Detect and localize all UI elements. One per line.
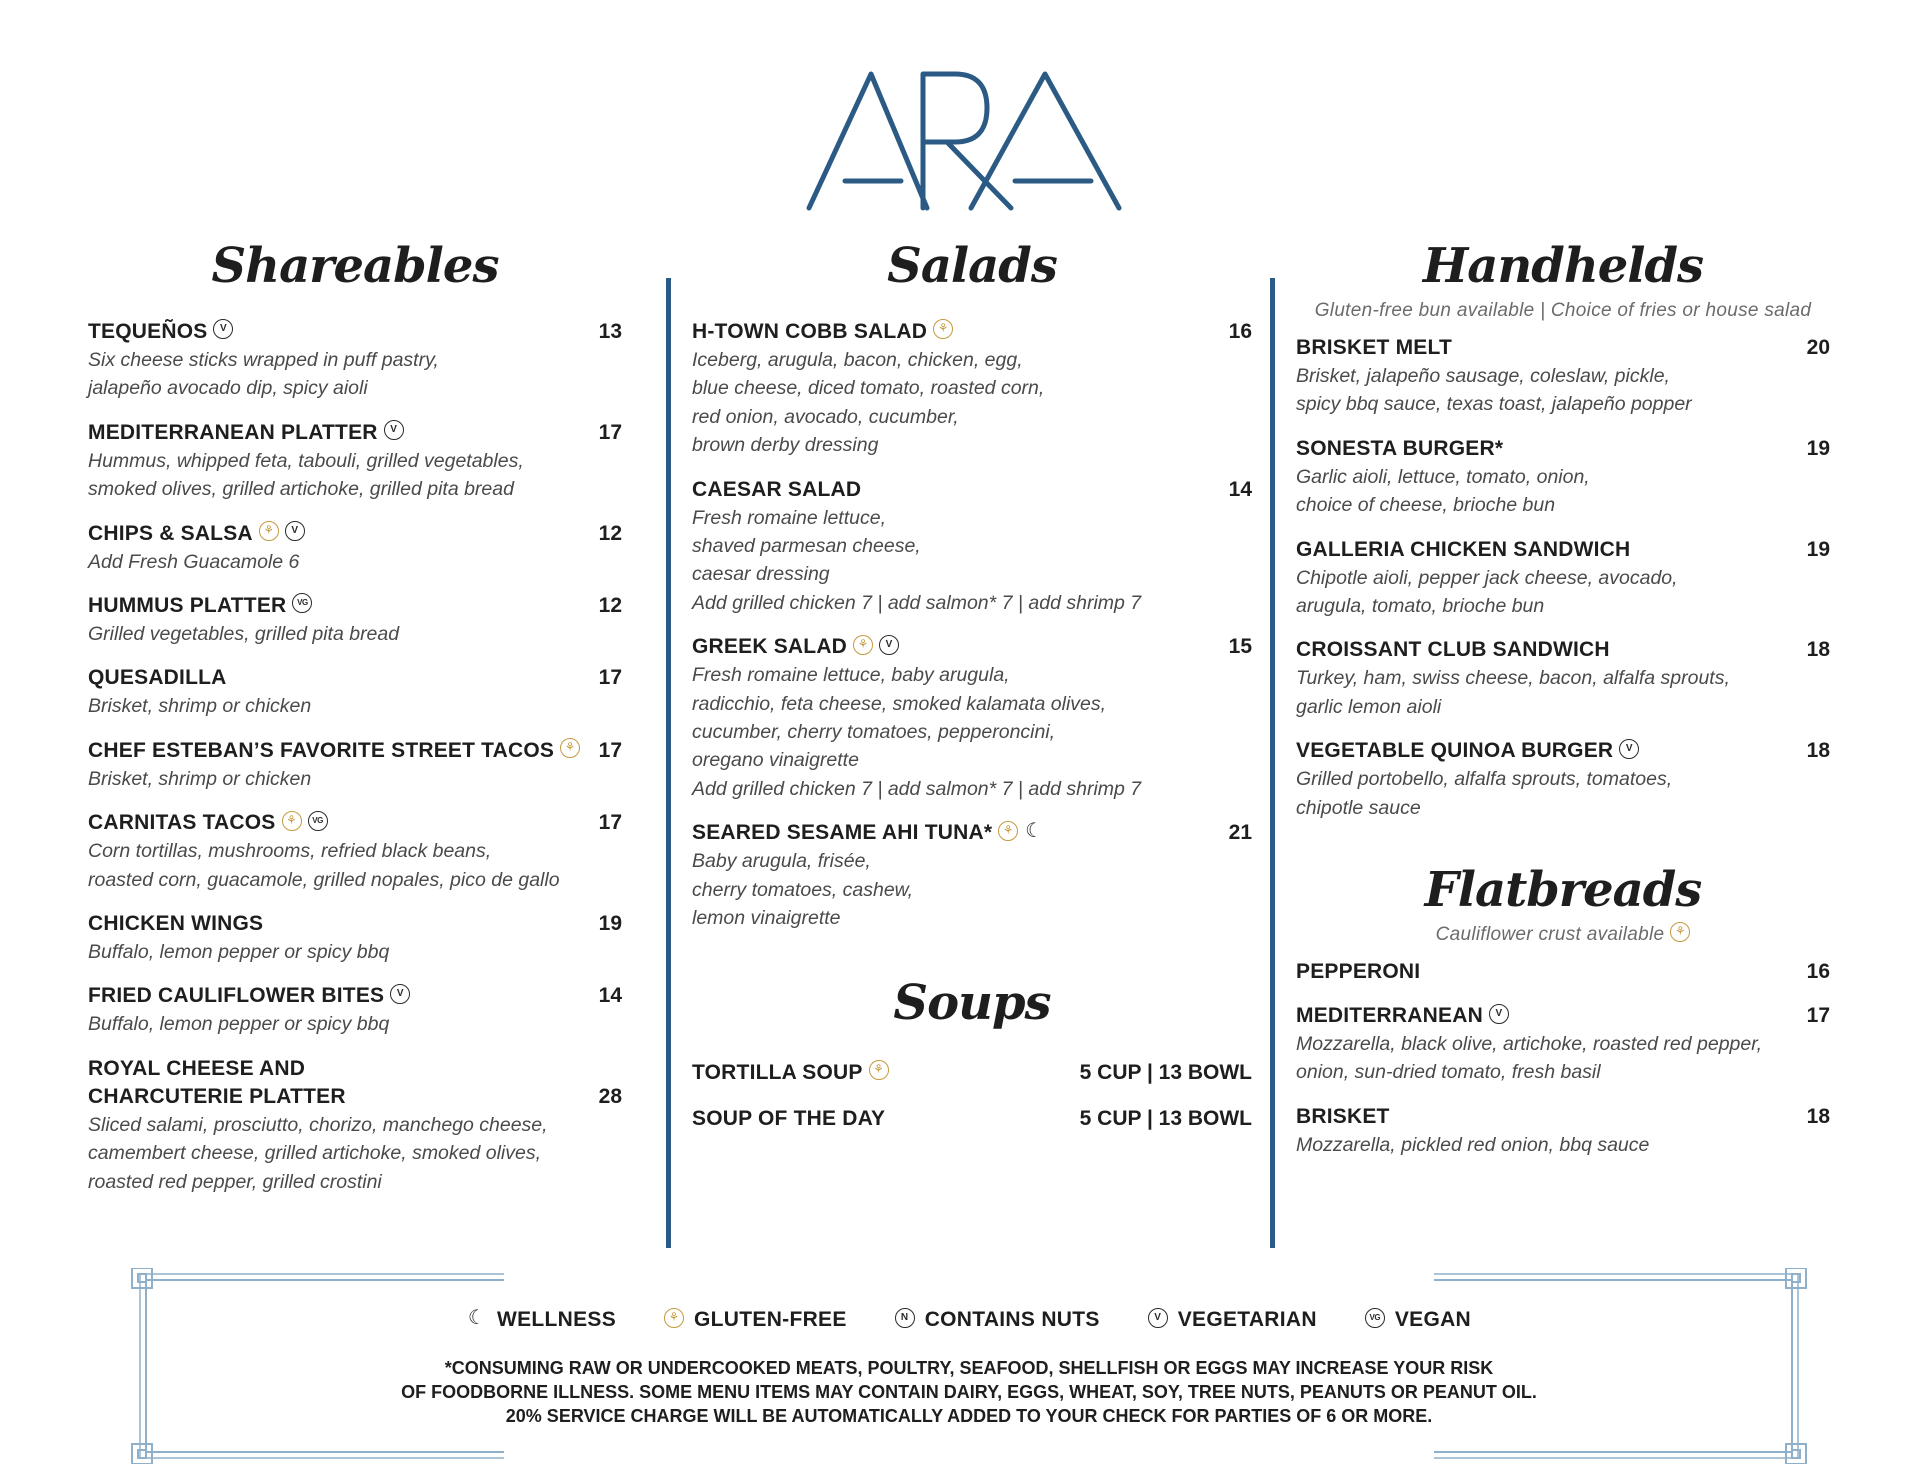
menu-item	[88, 910, 622, 966]
description-line: arugula, tomato, brioche bun	[1296, 595, 1545, 618]
shareables-section	[88, 230, 622, 1196]
description-line: Hummus, whipped feta, tabouli, grilled vegetables,	[88, 449, 524, 472]
menu-item	[88, 982, 622, 1038]
item-name	[88, 318, 233, 346]
description-line: roasted corn, guacamole, grilled nopales, pico de gallo	[88, 868, 560, 891]
description-line: cherry tomatoes, cashew,	[692, 878, 914, 901]
handhelds-list	[1296, 334, 1830, 822]
item-name-text: H-TOWN COBB SALAD	[692, 320, 928, 343]
description-line: Fresh romaine lettuce, baby arugula,	[692, 664, 1010, 687]
menu-item	[1296, 737, 1830, 822]
item-description	[692, 504, 1252, 618]
item-name-text: TORTILLA SOUP	[692, 1060, 863, 1084]
item-description	[88, 765, 622, 793]
item-price: 20	[1806, 336, 1830, 359]
item-price: 15	[1228, 635, 1252, 659]
item-name	[692, 318, 953, 346]
description-line: Six cheese sticks wrapped in puff pastry,	[88, 349, 439, 371]
item-name	[1296, 435, 1503, 463]
menu-item	[1296, 1103, 1830, 1159]
item-description	[88, 938, 622, 966]
item-name	[88, 664, 227, 692]
menu-item	[692, 1059, 1252, 1087]
item-price: 12	[598, 521, 622, 545]
item-name-text: MEDITERRANEAN	[1296, 1004, 1483, 1028]
menu-item	[692, 1105, 1252, 1133]
item-price: 16	[1228, 320, 1252, 343]
menu-item	[1296, 636, 1830, 721]
section-title: Salads	[887, 238, 1057, 294]
description-line: spicy bbq sauce, texas toast, jalapeño popper	[1296, 393, 1692, 416]
gluten-free-icon: ⚘	[998, 821, 1018, 841]
item-price: 17	[598, 420, 622, 444]
gluten-free-icon: ⚘	[560, 738, 580, 758]
section-title: Flatbreads	[1424, 862, 1702, 919]
description-line: Mozzarella, black olive, artichoke, roasted red pepper,	[1296, 1033, 1763, 1056]
item-name	[692, 476, 861, 504]
item-name-text: CAESAR SALAD	[692, 477, 862, 501]
menu-item	[1296, 435, 1830, 520]
description-line: red onion, avocado, cucumber,	[692, 405, 959, 428]
legend-item	[895, 1308, 1100, 1332]
description-line: Sliced salami, prosciutto, chorizo, manchego cheese,	[88, 1113, 548, 1136]
wellness-icon: ☾	[467, 1307, 487, 1330]
description-line: oregano vinaigrette	[692, 749, 859, 772]
item-name-text: SONESTA BURGER*	[1296, 436, 1504, 460]
vegetarian-icon: V	[1489, 1004, 1509, 1024]
description-line: Turkey, ham, swiss cheese, bacon, alfalfa sprouts,	[1296, 667, 1730, 690]
item-price: 19	[598, 912, 622, 936]
item-price: 17	[1806, 1004, 1830, 1028]
description-line: blue cheese, diced tomato, roasted corn,	[692, 377, 1045, 400]
item-description	[1296, 1030, 1830, 1087]
menu-item	[88, 809, 622, 894]
item-name-text: MEDITERRANEAN PLATTER	[88, 420, 378, 444]
item-price: 17	[598, 738, 622, 762]
item-name	[1296, 737, 1639, 765]
item-description	[1296, 1131, 1830, 1159]
contains-nuts-icon: N	[895, 1308, 915, 1328]
menu-item	[1296, 334, 1830, 419]
menu-item	[88, 1055, 622, 1196]
item-description	[1296, 463, 1830, 520]
item-name-text: GREEK SALAD	[692, 635, 848, 659]
gluten-free-icon: ⚘	[853, 635, 873, 655]
description-line: Grilled vegetables, grilled pita bread	[88, 623, 400, 646]
item-name	[692, 633, 899, 661]
legend-label: CONTAINS NUTS	[924, 1308, 1100, 1331]
salads-section	[692, 230, 1252, 1133]
item-name-text: FRIED CAULIFLOWER BITES	[88, 984, 385, 1008]
menu-item	[1296, 958, 1830, 986]
section-subtitle: Gluten-free bun available | Choice of fries or house salad	[1314, 300, 1812, 321]
description-line: Add grilled chicken 7 | add salmon* 7 | add shrimp 7	[692, 777, 1142, 800]
vegetarian-icon: V	[1148, 1308, 1168, 1328]
item-price: 18	[1806, 739, 1830, 763]
item-description	[88, 692, 622, 720]
item-price: 18	[1806, 1104, 1830, 1128]
description-line: jalapeño avocado dip, spicy aioli	[88, 377, 368, 400]
item-name-text: VEGETABLE QUINOA BURGER	[1296, 739, 1614, 763]
section-title: Handhelds	[1422, 238, 1704, 294]
description-line: lemon vinaigrette	[692, 907, 841, 930]
item-name	[88, 809, 328, 837]
menu-item	[88, 520, 622, 576]
description-line: Brisket, shrimp or chicken	[88, 695, 312, 718]
menu-item	[88, 419, 622, 504]
section-subtitle-text: Cauliflower crust available	[1435, 924, 1665, 946]
item-price: 19	[1806, 436, 1830, 460]
item-description	[1296, 765, 1830, 822]
item-name-text: CARNITAS TACOS	[88, 811, 276, 835]
vegetarian-icon: V	[213, 319, 233, 339]
item-price: 12	[598, 594, 622, 618]
menu-item	[692, 633, 1252, 803]
description-line: Mozzarella, pickled red onion, bbq sauce	[1296, 1133, 1650, 1156]
item-description	[692, 661, 1252, 803]
gluten-free-icon: ⚘	[869, 1060, 889, 1080]
item-name-text: QUESADILLA	[88, 666, 227, 690]
item-price: 19	[1806, 537, 1830, 561]
legend-item	[664, 1308, 847, 1332]
item-description	[692, 346, 1252, 460]
item-price: 5 CUP | 13 BOWL	[1079, 1060, 1252, 1084]
gluten-free-icon: ⚘	[259, 521, 279, 541]
description-line: Add Fresh Guacamole 6	[88, 550, 300, 573]
column-divider	[1270, 278, 1275, 1248]
gluten-free-icon: ⚘	[664, 1308, 684, 1328]
column-divider	[666, 278, 671, 1248]
description-line: smoked olives, grilled artichoke, grilled pita bread	[88, 478, 514, 501]
description-line: cucumber, cherry tomatoes, pepperoncini,	[692, 721, 1056, 744]
legend-label: VEGETARIAN	[1177, 1308, 1317, 1331]
gluten-free-icon: ⚘	[282, 811, 302, 831]
legend-label: VEGAN	[1394, 1308, 1472, 1331]
item-price: 28	[598, 1084, 622, 1108]
description-line: Fresh romaine lettuce,	[692, 506, 887, 529]
ara-logo	[805, 68, 1123, 213]
item-name	[1296, 334, 1452, 362]
description-line: caesar dressing	[692, 563, 830, 586]
gluten-free-icon: ⚘	[933, 319, 953, 339]
description-line: Add grilled chicken 7 | add salmon* 7 | add shrimp 7	[692, 591, 1142, 614]
section-title: Shareables	[211, 238, 499, 294]
description-line: camembert cheese, grilled artichoke, smoked olives,	[88, 1142, 542, 1165]
description-line: Iceberg, arugula, bacon, chicken, egg,	[692, 349, 1023, 371]
description-line: Grilled portobello, alfalfa sprouts, tomatoes,	[1296, 768, 1673, 791]
disclaimer-line: OF FOODBORNE ILLNESS. SOME MENU ITEMS MAY CONTAIN DAIRY, EGGS, WHEAT, SOY, TREE NUTS, PEANUTS OR PEANUT OIL.	[401, 1382, 1537, 1402]
item-description	[1296, 564, 1830, 621]
vegan-icon: VG	[1365, 1308, 1385, 1328]
item-name-text: PEPPERONI	[1296, 960, 1421, 984]
menu-item	[1296, 1002, 1830, 1087]
item-description	[88, 346, 622, 403]
item-name	[692, 819, 1044, 847]
item-name-text: GALLERIA CHICKEN SANDWICH	[1296, 537, 1631, 561]
item-name-text: SEARED SESAME AHI TUNA*	[692, 821, 993, 845]
menu-item	[88, 592, 622, 648]
item-name-text: TEQUEÑOS	[88, 320, 208, 343]
item-price: 16	[1806, 960, 1830, 984]
item-name	[1296, 536, 1630, 564]
item-price: 21	[1228, 821, 1252, 845]
item-description	[88, 447, 622, 504]
shareables-list	[88, 318, 622, 1196]
soups-list	[692, 1059, 1252, 1133]
dietary-legend	[124, 1308, 1814, 1332]
section-subtitle	[1296, 924, 1830, 946]
wellness-icon: ☾	[1025, 819, 1044, 842]
item-description	[1296, 362, 1830, 419]
item-name	[1296, 1103, 1390, 1131]
description-line: Chipotle aioli, pepper jack cheese, avocado,	[1296, 566, 1678, 589]
item-description	[88, 1111, 622, 1196]
vegetarian-icon: V	[384, 420, 404, 440]
description-line: Brisket, jalapeño sausage, coleslaw, pickle,	[1296, 365, 1670, 387]
description-line: onion, sun-dried tomato, fresh basil	[1296, 1061, 1601, 1084]
menu-item	[692, 318, 1252, 460]
description-line: brown derby dressing	[692, 434, 879, 457]
menu-item	[1296, 536, 1830, 621]
description-line: shaved parmesan cheese,	[692, 535, 921, 558]
vegetarian-icon: V	[1619, 739, 1639, 759]
item-name-text: CHICKEN WINGS	[88, 912, 264, 936]
menu-item	[88, 318, 622, 403]
legend-label: WELLNESS	[496, 1308, 617, 1331]
item-name	[88, 737, 580, 765]
item-price: 14	[598, 984, 622, 1008]
vegan-icon: VG	[292, 593, 312, 613]
description-line: chipotle sauce	[1296, 796, 1421, 819]
description-line: Garlic aioli, lettuce, tomato, onion,	[1296, 465, 1590, 488]
description-line: radicchio, feta cheese, smoked kalamata olives,	[692, 692, 1107, 715]
description-line: Buffalo, lemon pepper or spicy bbq	[88, 1013, 390, 1036]
description-line: choice of cheese, brioche bun	[1296, 494, 1556, 517]
item-description	[88, 1010, 622, 1038]
item-name	[88, 910, 263, 938]
vegetarian-icon: V	[285, 521, 305, 541]
item-name	[88, 592, 312, 620]
legend-item	[1365, 1308, 1471, 1332]
disclaimer	[124, 1356, 1814, 1428]
menu-item	[88, 664, 622, 720]
menu-item	[88, 737, 622, 793]
item-name	[1296, 958, 1420, 986]
vegetarian-icon: V	[390, 984, 410, 1004]
item-price: 14	[1228, 477, 1252, 501]
item-name-text: CHEF ESTEBAN’S FAVORITE STREET TACOS	[88, 738, 555, 762]
item-price: 18	[1806, 638, 1830, 662]
description-line: garlic lemon aioli	[1296, 695, 1442, 718]
item-name-text: CHIPS & SALSA	[88, 521, 253, 545]
menu-item	[692, 819, 1252, 932]
description-line: Buffalo, lemon pepper or spicy bbq	[88, 941, 390, 964]
item-description	[692, 847, 1252, 932]
flatbreads-list	[1296, 958, 1830, 1159]
vegetarian-icon: V	[879, 635, 899, 655]
item-price: 5 CUP | 13 BOWL	[1079, 1106, 1252, 1130]
item-name	[1296, 1002, 1509, 1030]
item-name	[692, 1105, 885, 1133]
legend-item	[467, 1308, 616, 1332]
item-description	[88, 548, 622, 576]
section-title: Soups	[893, 974, 1051, 1031]
item-name-text: BRISKET	[1296, 1104, 1390, 1128]
legend-label: GLUTEN-FREE	[694, 1308, 847, 1331]
disclaimer-line: *CONSUMING RAW OR UNDERCOOKED MEATS, POULTRY, SEAFOOD, SHELLFISH OR EGGS MAY INCREASE YOUR RISK	[444, 1358, 1494, 1378]
handhelds-section	[1296, 230, 1830, 1159]
item-name-text: BRISKET MELT	[1296, 336, 1453, 359]
item-price: 17	[598, 666, 622, 690]
item-name-text: CROISSANT CLUB SANDWICH	[1296, 638, 1610, 662]
description-line: Corn tortillas, mushrooms, refried black beans,	[88, 840, 492, 863]
item-name-text: HUMMUS PLATTER	[88, 594, 287, 618]
description-line: roasted red pepper, grilled crostini	[88, 1170, 382, 1193]
salads-list	[692, 318, 1252, 933]
item-description	[88, 620, 622, 648]
item-name	[692, 1059, 889, 1087]
item-name	[88, 520, 305, 548]
item-price: 17	[598, 811, 622, 835]
item-description	[88, 837, 622, 894]
gluten-free-icon: ⚘	[1670, 922, 1690, 942]
item-price: 13	[598, 320, 622, 343]
item-name	[88, 982, 410, 1010]
footer-legend-box	[124, 1268, 1814, 1464]
item-name-line: CHARCUTERIE PLATTER	[88, 1084, 346, 1108]
vegan-icon: VG	[308, 811, 328, 831]
item-name-text: SOUP OF THE DAY	[692, 1106, 886, 1130]
description-line: Brisket, shrimp or chicken	[88, 767, 312, 790]
legend-item	[1148, 1308, 1317, 1332]
disclaimer-line: 20% SERVICE CHARGE WILL BE AUTOMATICALLY ADDED TO YOUR CHECK FOR PARTIES OF 6 OR MORE.	[505, 1406, 1433, 1426]
menu-item	[692, 476, 1252, 618]
item-name	[88, 419, 404, 447]
item-name	[88, 1055, 346, 1111]
item-name-line: ROYAL CHEESE AND	[88, 1056, 306, 1080]
description-line: Baby arugula, frisée,	[692, 850, 871, 873]
item-name	[1296, 636, 1610, 664]
item-description	[1296, 664, 1830, 721]
